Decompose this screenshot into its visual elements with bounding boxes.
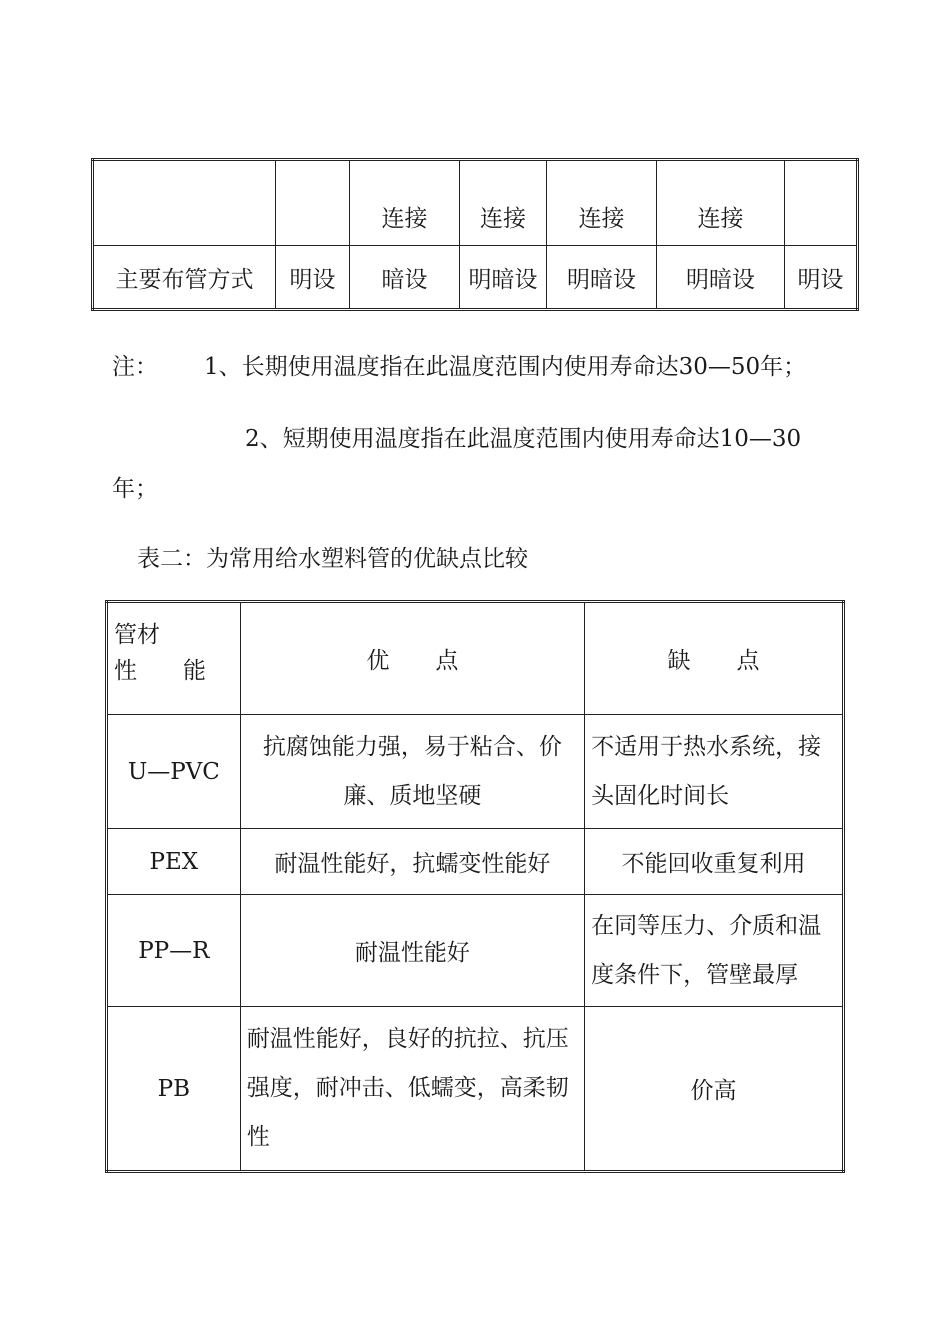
table-cell: 暗设 <box>350 246 460 310</box>
cons-cell: 在同等压力、介质和温度条件下，管壁最厚 <box>585 895 844 1007</box>
pros-cell: 耐温性能好 <box>240 895 584 1007</box>
table-row <box>107 895 844 1007</box>
table-cell: 明设 <box>785 246 858 310</box>
row-header: 主要布管方式 <box>93 246 276 310</box>
note-label: 注： <box>112 354 158 380</box>
table-row <box>107 715 844 829</box>
material-cell: U—PVC <box>107 715 241 829</box>
cons-cell: 不能回收重复利用 <box>585 829 844 895</box>
table-cell <box>93 160 276 246</box>
table-row <box>93 160 858 246</box>
plastic-pipe-comparison-table <box>105 600 845 1173</box>
pros-cell: 耐温性能好，良好的抗拉、抗压强度，耐冲击、低蠕变，高柔韧性 <box>240 1007 584 1172</box>
table-cell: 明暗设 <box>657 246 785 310</box>
table-header-row <box>107 602 844 715</box>
table-row <box>93 246 858 310</box>
table-cell: 明暗设 <box>547 246 657 310</box>
note-1 <box>112 348 806 381</box>
note-2-line-2: 年； <box>112 476 158 502</box>
cons-cell: 价高 <box>585 1007 844 1172</box>
table-cell: 连接 <box>350 160 460 246</box>
pros-cell: 耐温性能好，抗蠕变性能好 <box>240 829 584 895</box>
table-cell <box>276 160 350 246</box>
material-cell: PP—R <box>107 895 241 1007</box>
note-2-line-1: 2、短期使用温度指在此温度范围内使用寿命达10—30 <box>245 426 802 452</box>
table-row <box>107 829 844 895</box>
header-corner-cell <box>107 602 241 715</box>
header-cons: 缺 点 <box>585 602 844 715</box>
material-cell: PB <box>107 1007 241 1172</box>
note-1-text: 1、长期使用温度指在此温度范围内使用寿命达30—50年； <box>204 354 807 380</box>
pros-cell: 抗腐蚀能力强，易于粘合、价廉、质地坚硬 <box>240 715 584 829</box>
table-cell: 明设 <box>276 246 350 310</box>
cons-cell: 不适用于热水系统，接头固化时间长 <box>585 715 844 829</box>
pipe-installation-table <box>91 158 859 311</box>
header-corner-line-1: 管材 <box>114 622 160 648</box>
table-cell: 明暗设 <box>460 246 547 310</box>
table-2-title: 表二：为常用给水塑料管的优缺点比较 <box>137 546 528 572</box>
table-cell: 连接 <box>460 160 547 246</box>
header-corner-line-2: 性 能 <box>114 658 206 684</box>
table-cell: 连接 <box>547 160 657 246</box>
table-cell <box>785 160 858 246</box>
material-cell: PEX <box>107 829 241 895</box>
table-cell: 连接 <box>657 160 785 246</box>
table-row <box>107 1007 844 1172</box>
header-pros: 优 点 <box>240 602 584 715</box>
